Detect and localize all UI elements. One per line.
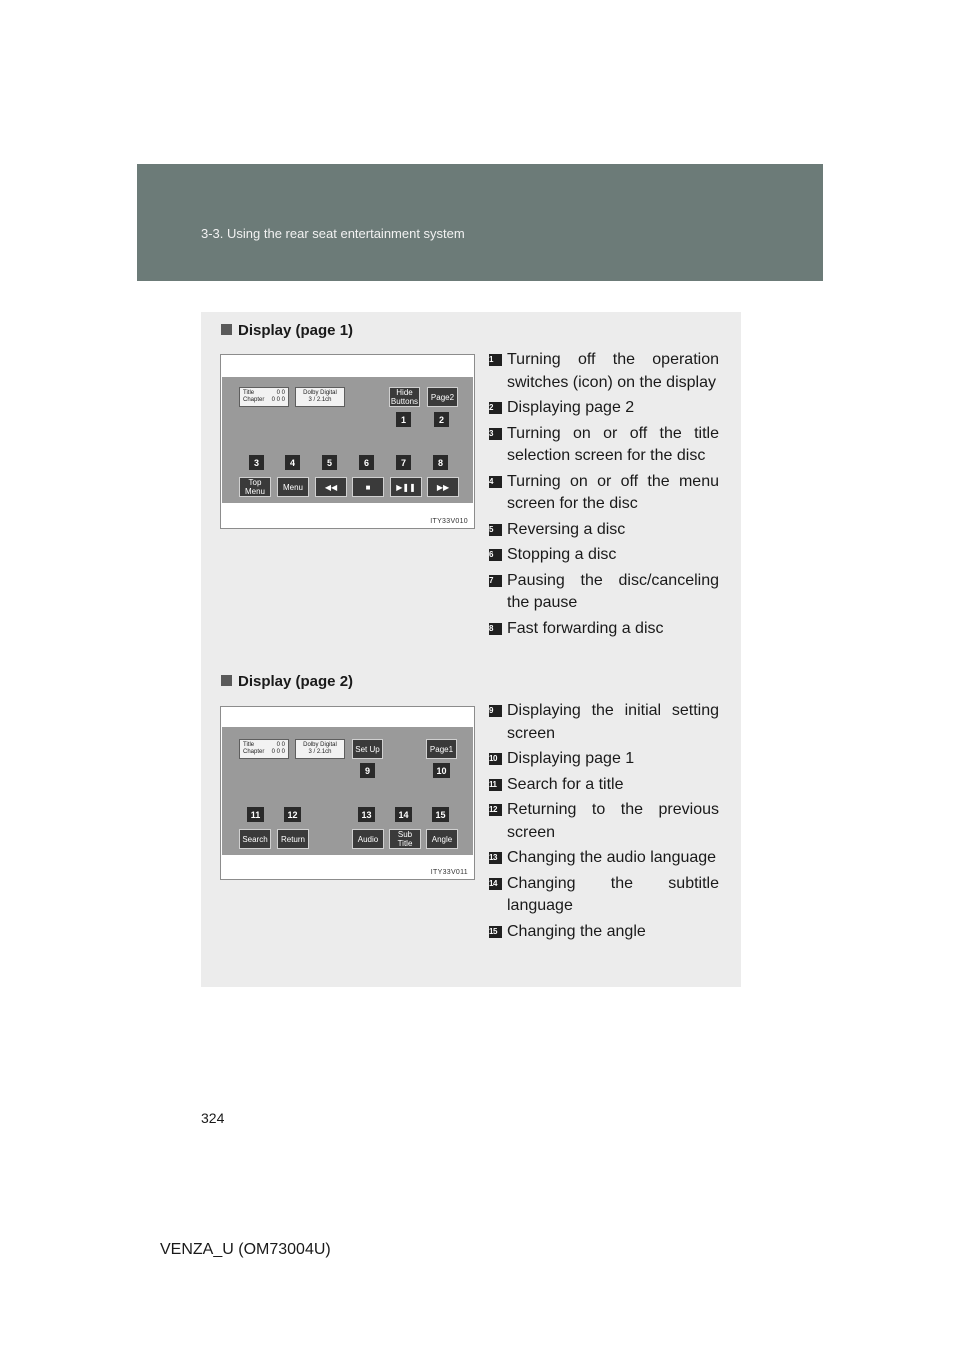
callout-11: 11 [247, 807, 264, 822]
page1-button[interactable]: Page1 [426, 739, 457, 759]
list-item: 1 Turning off the operation switches (icon) on the display [489, 351, 719, 391]
figure-display-page2 [220, 706, 475, 880]
menu-button[interactable]: Menu [277, 477, 309, 497]
callout-7: 7 [396, 455, 411, 470]
callout-15: 15 [432, 807, 449, 822]
list-item: 4 Turning on or off the menu screen for the disc [489, 472, 719, 512]
figure-code: ITY33V010 [430, 518, 468, 525]
list-item: 3 Turning on or off the title selection screen for the disc [489, 424, 719, 464]
top-menu-button[interactable]: Top Menu [239, 477, 271, 497]
callout-1: 1 [396, 412, 411, 427]
return-button[interactable]: Return [277, 829, 309, 849]
list-item: 13 Changing the audio language [489, 849, 717, 866]
list-item: 2 Displaying page 2 [489, 399, 635, 416]
callout-3: 3 [249, 455, 264, 470]
callout-4: 4 [285, 455, 300, 470]
list-item: 8 Fast forwarding a disc [489, 619, 664, 637]
footer-model-code: VENZA_U (OM73004U) [160, 1241, 331, 1258]
breadcrumb: 3-3. Using the rear seat entertainment system [201, 226, 465, 241]
sub-title-button[interactable]: Sub Title [389, 829, 421, 849]
figure-display-page1 [220, 354, 475, 529]
fast-forward-button[interactable]: ▶▶ [427, 477, 459, 497]
list-item: 10 Displaying page 1 [489, 750, 635, 767]
title-chapter-info: Title 0 0 Chapter 0 0 0 [239, 387, 289, 407]
callout-14: 14 [395, 807, 412, 822]
screen-page2 [222, 727, 473, 855]
callout-12: 12 [284, 807, 301, 822]
list-item: 7 Pausing the disc/canceling the pause [489, 571, 719, 611]
list-item: 9 Displaying the initial setting screen [489, 702, 719, 742]
section-header [137, 164, 823, 281]
list-item: 14 Changing the subtitle language [489, 874, 719, 914]
list-item: 5 Reversing a disc [489, 520, 626, 538]
callout-8: 8 [433, 455, 448, 470]
audio-button[interactable]: Audio [352, 829, 384, 849]
callout-6: 6 [359, 455, 374, 470]
page-number: 324 [201, 1110, 225, 1126]
figure-code: ITY33V011 [430, 869, 468, 876]
search-button[interactable]: Search [239, 829, 271, 849]
list-item: 11 Search for a title [489, 775, 624, 793]
stop-button[interactable]: ■ [352, 477, 384, 497]
section-heading-page1: Display (page 1) [221, 322, 353, 339]
audio-format-info: Dolby Digital 3 / 2.1ch [295, 387, 345, 407]
screen-page1 [222, 377, 473, 503]
square-bullet-icon [221, 324, 232, 335]
callout-9: 9 [360, 763, 375, 778]
description-list-page1 [489, 349, 719, 643]
callout-13: 13 [358, 807, 375, 822]
page2-button[interactable]: Page2 [427, 387, 458, 407]
description-list-page2 [489, 700, 719, 946]
list-item: 15 Changing the angle [489, 922, 646, 940]
callout-10: 10 [433, 763, 450, 778]
set-up-button[interactable]: Set Up [352, 739, 383, 759]
rewind-button[interactable]: ◀◀ [315, 477, 347, 497]
angle-button[interactable]: Angle [426, 829, 458, 849]
audio-format-info: Dolby Digital 3 / 2.1ch [295, 739, 345, 759]
square-bullet-icon [221, 675, 232, 686]
title-chapter-info: Title 0 0 Chapter 0 0 0 [239, 739, 289, 759]
list-item: 6 Stopping a disc [489, 546, 617, 563]
callout-5: 5 [322, 455, 337, 470]
list-item: 12 Returning to the previous screen [489, 801, 719, 841]
play-pause-button[interactable]: ▶❚❚ [390, 477, 422, 497]
hide-buttons-button[interactable]: Hide Buttons [390, 388, 419, 406]
callout-2: 2 [434, 412, 449, 427]
section-heading-page2: Display (page 2) [221, 673, 353, 690]
